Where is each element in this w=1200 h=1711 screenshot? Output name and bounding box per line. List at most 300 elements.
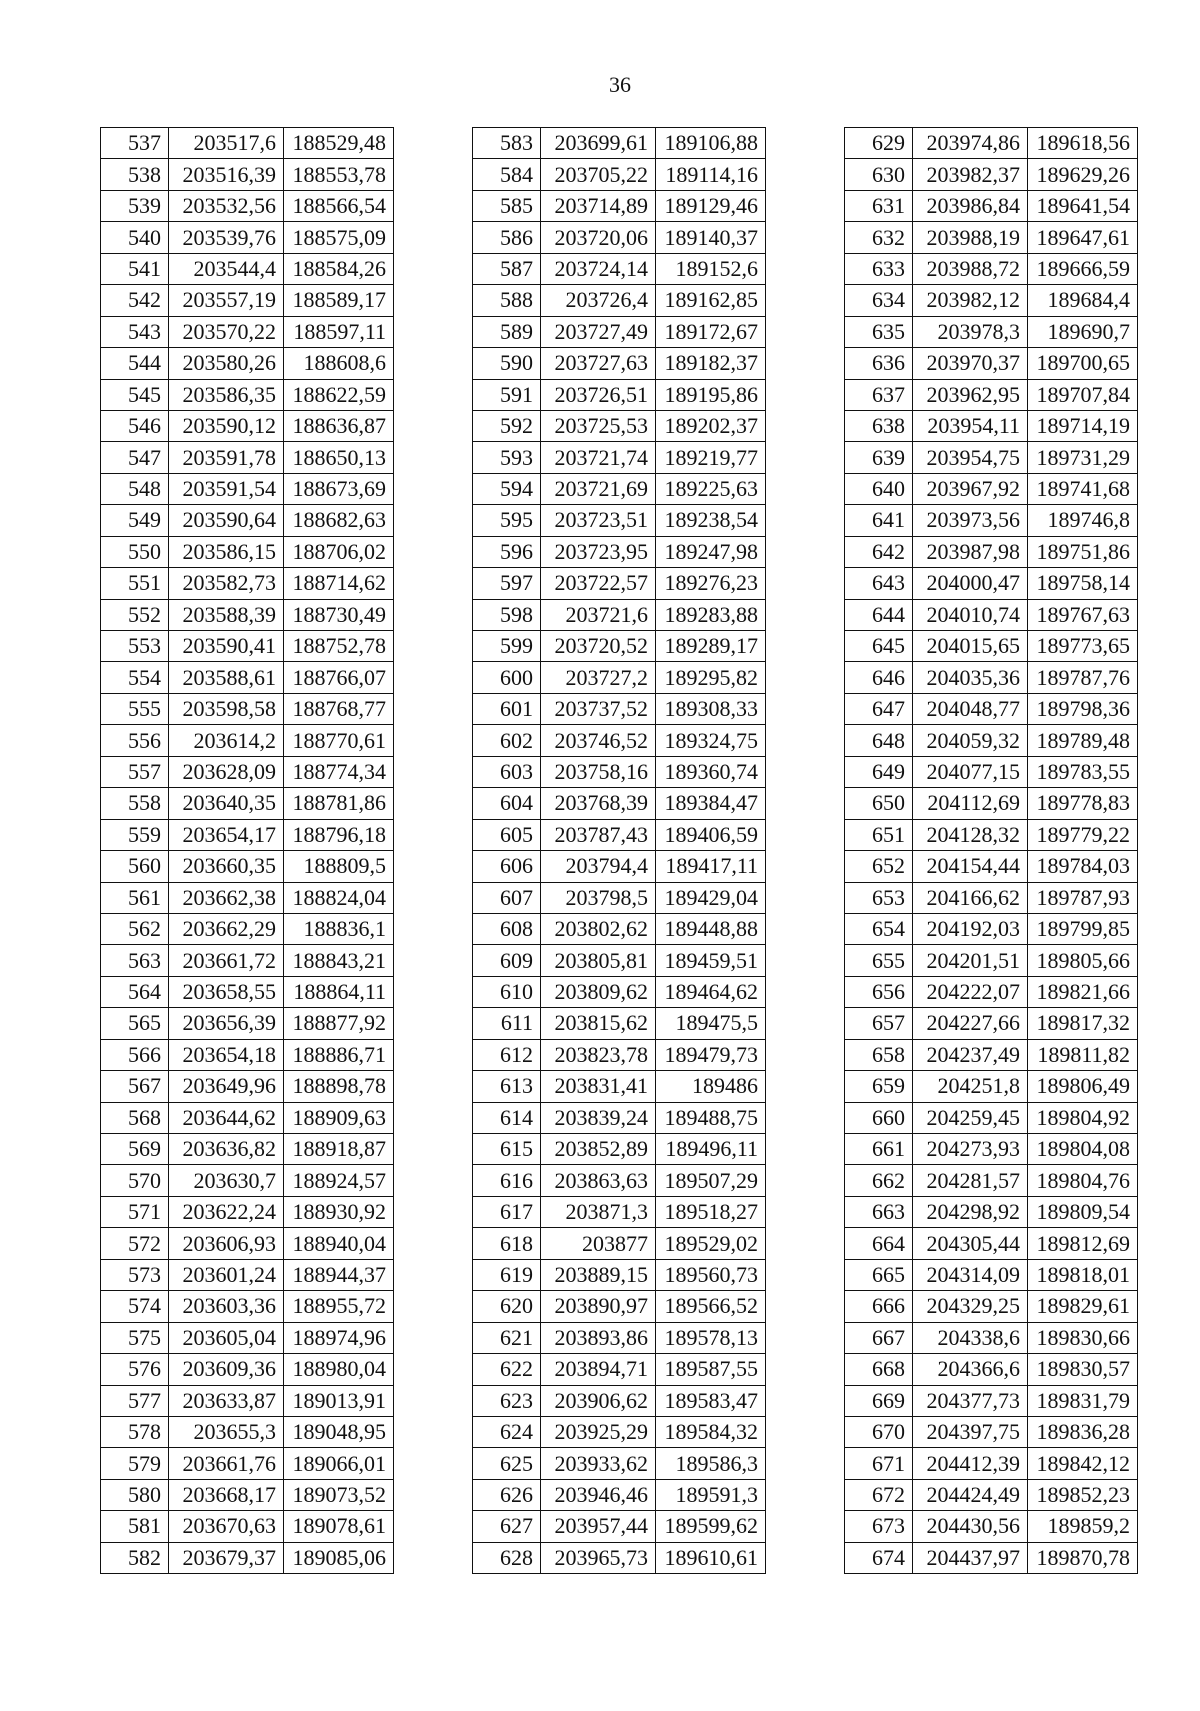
table-row	[473, 1479, 766, 1510]
table-row	[473, 1165, 766, 1196]
x-coordinate-cell: 203933,62	[541, 1448, 656, 1479]
point-number-cell: 642	[845, 536, 913, 567]
y-coordinate-cell: 189584,32	[656, 1416, 766, 1447]
y-coordinate-cell: 189578,13	[656, 1322, 766, 1353]
point-number-cell: 611	[473, 1008, 541, 1039]
point-number-cell: 582	[101, 1542, 169, 1573]
table-row	[101, 1322, 394, 1353]
point-number-cell: 593	[473, 442, 541, 473]
point-number-cell: 610	[473, 976, 541, 1007]
point-number-cell: 630	[845, 159, 913, 190]
point-number-cell: 604	[473, 788, 541, 819]
table-row	[101, 253, 394, 284]
y-coordinate-cell: 189629,26	[1028, 159, 1138, 190]
point-number-cell: 573	[101, 1259, 169, 1290]
x-coordinate-cell: 203655,3	[169, 1416, 284, 1447]
x-coordinate-cell: 203516,39	[169, 159, 284, 190]
x-coordinate-cell: 203726,51	[541, 379, 656, 410]
y-coordinate-cell: 189429,04	[656, 882, 766, 913]
x-coordinate-cell: 203986,84	[913, 190, 1028, 221]
y-coordinate-cell: 189073,52	[284, 1479, 394, 1510]
table-row	[473, 1039, 766, 1070]
x-coordinate-cell: 203877	[541, 1228, 656, 1259]
table-row	[473, 882, 766, 913]
point-number-cell: 649	[845, 756, 913, 787]
table-row	[845, 190, 1138, 221]
x-coordinate-cell: 203588,61	[169, 662, 284, 693]
y-coordinate-cell: 189829,61	[1028, 1291, 1138, 1322]
point-number-cell: 631	[845, 190, 913, 221]
x-coordinate-cell: 203633,87	[169, 1385, 284, 1416]
x-coordinate-cell: 203954,75	[913, 442, 1028, 473]
y-coordinate-cell: 188909,63	[284, 1102, 394, 1133]
table-row	[101, 851, 394, 882]
point-number-cell: 652	[845, 851, 913, 882]
table-row	[845, 756, 1138, 787]
y-coordinate-cell: 189817,32	[1028, 1008, 1138, 1039]
x-coordinate-cell: 203658,55	[169, 976, 284, 1007]
y-coordinate-cell: 189773,65	[1028, 631, 1138, 662]
table-row	[101, 1511, 394, 1542]
y-coordinate-cell: 189172,67	[656, 316, 766, 347]
table-row	[473, 725, 766, 756]
table-row	[473, 285, 766, 316]
table-row	[845, 662, 1138, 693]
table-row	[473, 505, 766, 536]
y-coordinate-cell: 189587,55	[656, 1354, 766, 1385]
y-coordinate-cell: 188770,61	[284, 725, 394, 756]
point-number-cell: 538	[101, 159, 169, 190]
table-row	[101, 631, 394, 662]
y-coordinate-cell: 189804,76	[1028, 1165, 1138, 1196]
point-number-cell: 545	[101, 379, 169, 410]
table-row	[845, 1228, 1138, 1259]
table-row	[845, 1196, 1138, 1227]
x-coordinate-cell: 203544,4	[169, 253, 284, 284]
point-number-cell: 574	[101, 1291, 169, 1322]
y-coordinate-cell: 189195,86	[656, 379, 766, 410]
y-coordinate-cell: 189182,37	[656, 348, 766, 379]
x-coordinate-cell: 203925,29	[541, 1416, 656, 1447]
x-coordinate-cell: 204437,97	[913, 1542, 1028, 1573]
y-coordinate-cell: 189831,79	[1028, 1385, 1138, 1416]
point-number-cell: 628	[473, 1542, 541, 1573]
x-coordinate-cell: 203805,81	[541, 945, 656, 976]
x-coordinate-cell: 203974,86	[913, 128, 1028, 159]
point-number-cell: 542	[101, 285, 169, 316]
table-row	[845, 379, 1138, 410]
table-row	[101, 159, 394, 190]
point-number-cell: 638	[845, 410, 913, 441]
point-number-cell: 576	[101, 1354, 169, 1385]
table-row	[473, 693, 766, 724]
point-number-cell: 655	[845, 945, 913, 976]
x-coordinate-cell: 203727,63	[541, 348, 656, 379]
table-row	[845, 1385, 1138, 1416]
table-row	[101, 1354, 394, 1385]
y-coordinate-cell: 189821,66	[1028, 976, 1138, 1007]
x-coordinate-cell: 203957,44	[541, 1511, 656, 1542]
y-coordinate-cell: 189129,46	[656, 190, 766, 221]
point-number-cell: 626	[473, 1479, 541, 1510]
table-row	[845, 1354, 1138, 1385]
x-coordinate-cell: 203580,26	[169, 348, 284, 379]
y-coordinate-cell: 189741,68	[1028, 473, 1138, 504]
point-number-cell: 672	[845, 1479, 913, 1510]
table-row	[473, 1511, 766, 1542]
table-row	[845, 1479, 1138, 1510]
point-number-cell: 563	[101, 945, 169, 976]
point-number-cell: 654	[845, 913, 913, 944]
x-coordinate-cell: 203787,43	[541, 819, 656, 850]
point-number-cell: 664	[845, 1228, 913, 1259]
point-number-cell: 665	[845, 1259, 913, 1290]
y-coordinate-cell: 189859,2	[1028, 1511, 1138, 1542]
point-number-cell: 580	[101, 1479, 169, 1510]
y-coordinate-cell: 189806,49	[1028, 1071, 1138, 1102]
x-coordinate-cell: 203727,49	[541, 316, 656, 347]
table-row	[473, 819, 766, 850]
y-coordinate-cell: 189583,47	[656, 1385, 766, 1416]
y-coordinate-cell: 189324,75	[656, 725, 766, 756]
y-coordinate-cell: 189707,84	[1028, 379, 1138, 410]
point-number-cell: 543	[101, 316, 169, 347]
x-coordinate-cell: 203661,72	[169, 945, 284, 976]
y-coordinate-cell: 189085,06	[284, 1542, 394, 1573]
table-row	[845, 1165, 1138, 1196]
table-row	[473, 410, 766, 441]
point-number-cell: 673	[845, 1511, 913, 1542]
x-coordinate-cell: 204227,66	[913, 1008, 1028, 1039]
y-coordinate-cell: 189289,17	[656, 631, 766, 662]
x-coordinate-cell: 204048,77	[913, 693, 1028, 724]
x-coordinate-cell: 203705,22	[541, 159, 656, 190]
table-row	[101, 1291, 394, 1322]
y-coordinate-cell: 188752,78	[284, 631, 394, 662]
coordinates-table-2	[472, 127, 766, 1574]
table-row	[473, 1196, 766, 1227]
x-coordinate-cell: 203609,36	[169, 1354, 284, 1385]
y-coordinate-cell: 189459,51	[656, 945, 766, 976]
point-number-cell: 569	[101, 1134, 169, 1165]
y-coordinate-cell: 188597,11	[284, 316, 394, 347]
y-coordinate-cell: 189308,33	[656, 693, 766, 724]
table-row	[473, 913, 766, 944]
table-row	[473, 599, 766, 630]
point-number-cell: 661	[845, 1134, 913, 1165]
x-coordinate-cell: 203723,95	[541, 536, 656, 567]
point-number-cell: 671	[845, 1448, 913, 1479]
y-coordinate-cell: 189799,85	[1028, 913, 1138, 944]
y-coordinate-cell: 189507,29	[656, 1165, 766, 1196]
point-number-cell: 596	[473, 536, 541, 567]
x-coordinate-cell: 203590,41	[169, 631, 284, 662]
point-number-cell: 613	[473, 1071, 541, 1102]
x-coordinate-cell: 203670,63	[169, 1511, 284, 1542]
x-coordinate-cell: 204259,45	[913, 1102, 1028, 1133]
y-coordinate-cell: 189666,59	[1028, 253, 1138, 284]
y-coordinate-cell: 189152,6	[656, 253, 766, 284]
x-coordinate-cell: 203893,86	[541, 1322, 656, 1353]
table-row	[473, 1071, 766, 1102]
x-coordinate-cell: 203557,19	[169, 285, 284, 316]
point-number-cell: 602	[473, 725, 541, 756]
table-row	[845, 851, 1138, 882]
y-coordinate-cell: 189114,16	[656, 159, 766, 190]
table-row	[473, 1228, 766, 1259]
y-coordinate-cell: 188774,34	[284, 756, 394, 787]
y-coordinate-cell: 189758,14	[1028, 568, 1138, 599]
x-coordinate-cell: 203590,12	[169, 410, 284, 441]
y-coordinate-cell: 189783,55	[1028, 756, 1138, 787]
x-coordinate-cell: 203636,82	[169, 1134, 284, 1165]
y-coordinate-cell: 188864,11	[284, 976, 394, 1007]
x-coordinate-cell: 204010,74	[913, 599, 1028, 630]
x-coordinate-cell: 204059,32	[913, 725, 1028, 756]
table-row	[845, 1448, 1138, 1479]
y-coordinate-cell: 189804,92	[1028, 1102, 1138, 1133]
y-coordinate-cell: 189488,75	[656, 1102, 766, 1133]
point-number-cell: 562	[101, 913, 169, 944]
table-row	[101, 976, 394, 1007]
point-number-cell: 566	[101, 1039, 169, 1070]
x-coordinate-cell: 204412,39	[913, 1448, 1028, 1479]
table-row	[101, 442, 394, 473]
point-number-cell: 581	[101, 1511, 169, 1542]
x-coordinate-cell: 203737,52	[541, 693, 656, 724]
x-coordinate-cell: 203539,76	[169, 222, 284, 253]
table-row	[473, 1542, 766, 1573]
point-number-cell: 645	[845, 631, 913, 662]
x-coordinate-cell: 203668,17	[169, 1479, 284, 1510]
point-number-cell: 549	[101, 505, 169, 536]
y-coordinate-cell: 189448,88	[656, 913, 766, 944]
point-number-cell: 606	[473, 851, 541, 882]
point-number-cell: 635	[845, 316, 913, 347]
x-coordinate-cell: 203644,62	[169, 1102, 284, 1133]
point-number-cell: 622	[473, 1354, 541, 1385]
point-number-cell: 560	[101, 851, 169, 882]
point-number-cell: 629	[845, 128, 913, 159]
x-coordinate-cell: 204377,73	[913, 1385, 1028, 1416]
x-coordinate-cell: 203720,52	[541, 631, 656, 662]
table-row	[845, 1102, 1138, 1133]
x-coordinate-cell: 203532,56	[169, 190, 284, 221]
y-coordinate-cell: 188944,37	[284, 1259, 394, 1290]
point-number-cell: 559	[101, 819, 169, 850]
table-row	[101, 882, 394, 913]
y-coordinate-cell: 189238,54	[656, 505, 766, 536]
y-coordinate-cell: 188877,92	[284, 1008, 394, 1039]
table-row	[101, 725, 394, 756]
table-row	[473, 756, 766, 787]
table-row	[101, 913, 394, 944]
x-coordinate-cell: 203863,63	[541, 1165, 656, 1196]
x-coordinate-cell: 203798,5	[541, 882, 656, 913]
point-number-cell: 605	[473, 819, 541, 850]
point-number-cell: 612	[473, 1039, 541, 1070]
x-coordinate-cell: 203699,61	[541, 128, 656, 159]
point-number-cell: 644	[845, 599, 913, 630]
x-coordinate-cell: 203831,41	[541, 1071, 656, 1102]
x-coordinate-cell: 203987,98	[913, 536, 1028, 567]
point-number-cell: 597	[473, 568, 541, 599]
y-coordinate-cell: 189690,7	[1028, 316, 1138, 347]
y-coordinate-cell: 189610,61	[656, 1542, 766, 1573]
table-row	[473, 631, 766, 662]
x-coordinate-cell: 203970,37	[913, 348, 1028, 379]
table-row	[845, 1039, 1138, 1070]
y-coordinate-cell: 189479,73	[656, 1039, 766, 1070]
point-number-cell: 637	[845, 379, 913, 410]
x-coordinate-cell: 203982,12	[913, 285, 1028, 316]
table-row	[473, 945, 766, 976]
point-number-cell: 625	[473, 1448, 541, 1479]
point-number-cell: 658	[845, 1039, 913, 1070]
point-number-cell: 570	[101, 1165, 169, 1196]
point-number-cell: 550	[101, 536, 169, 567]
table-row	[845, 316, 1138, 347]
x-coordinate-cell: 203654,18	[169, 1039, 284, 1070]
table-row	[101, 756, 394, 787]
table-row	[845, 536, 1138, 567]
point-number-cell: 623	[473, 1385, 541, 1416]
table-row	[101, 505, 394, 536]
y-coordinate-cell: 189247,98	[656, 536, 766, 567]
table-row	[101, 222, 394, 253]
point-number-cell: 567	[101, 1071, 169, 1102]
y-coordinate-cell: 189809,54	[1028, 1196, 1138, 1227]
table-row	[845, 913, 1138, 944]
x-coordinate-cell: 203973,56	[913, 505, 1028, 536]
table-row	[101, 473, 394, 504]
point-number-cell: 539	[101, 190, 169, 221]
y-coordinate-cell: 188824,04	[284, 882, 394, 913]
x-coordinate-cell: 204000,47	[913, 568, 1028, 599]
table-row	[845, 473, 1138, 504]
table-row	[845, 505, 1138, 536]
x-coordinate-cell: 203586,35	[169, 379, 284, 410]
x-coordinate-cell: 204314,09	[913, 1259, 1028, 1290]
x-coordinate-cell: 203656,39	[169, 1008, 284, 1039]
table-row	[101, 1542, 394, 1573]
x-coordinate-cell: 203721,74	[541, 442, 656, 473]
point-number-cell: 617	[473, 1196, 541, 1227]
x-coordinate-cell: 204251,8	[913, 1071, 1028, 1102]
point-number-cell: 643	[845, 568, 913, 599]
point-number-cell: 578	[101, 1416, 169, 1447]
table-row	[845, 788, 1138, 819]
point-number-cell: 639	[845, 442, 913, 473]
y-coordinate-cell: 189746,8	[1028, 505, 1138, 536]
x-coordinate-cell: 204329,25	[913, 1291, 1028, 1322]
table-row	[473, 536, 766, 567]
table-row	[473, 568, 766, 599]
point-number-cell: 565	[101, 1008, 169, 1039]
y-coordinate-cell: 189852,23	[1028, 1479, 1138, 1510]
y-coordinate-cell: 189140,37	[656, 222, 766, 253]
table-row	[101, 693, 394, 724]
point-number-cell: 546	[101, 410, 169, 441]
table-row	[845, 222, 1138, 253]
x-coordinate-cell: 203890,97	[541, 1291, 656, 1322]
y-coordinate-cell: 189202,37	[656, 410, 766, 441]
y-coordinate-cell: 188622,59	[284, 379, 394, 410]
point-number-cell: 632	[845, 222, 913, 253]
x-coordinate-cell: 204305,44	[913, 1228, 1028, 1259]
y-coordinate-cell: 189486	[656, 1071, 766, 1102]
point-number-cell: 537	[101, 128, 169, 159]
x-coordinate-cell: 203714,89	[541, 190, 656, 221]
x-coordinate-cell: 203967,92	[913, 473, 1028, 504]
x-coordinate-cell: 203517,6	[169, 128, 284, 159]
y-coordinate-cell: 189778,83	[1028, 788, 1138, 819]
y-coordinate-cell: 189812,69	[1028, 1228, 1138, 1259]
y-coordinate-cell: 189784,03	[1028, 851, 1138, 882]
point-number-cell: 620	[473, 1291, 541, 1322]
coordinates-table-1	[100, 127, 394, 1574]
point-number-cell: 619	[473, 1259, 541, 1290]
table-row	[473, 1354, 766, 1385]
x-coordinate-cell: 204201,51	[913, 945, 1028, 976]
table-row	[101, 128, 394, 159]
x-coordinate-cell: 203946,46	[541, 1479, 656, 1510]
x-coordinate-cell: 203601,24	[169, 1259, 284, 1290]
y-coordinate-cell: 189496,11	[656, 1134, 766, 1165]
table-row	[845, 410, 1138, 441]
point-number-cell: 553	[101, 631, 169, 662]
y-coordinate-cell: 189360,74	[656, 756, 766, 787]
point-number-cell: 634	[845, 285, 913, 316]
y-coordinate-cell: 189518,27	[656, 1196, 766, 1227]
point-number-cell: 601	[473, 693, 541, 724]
table-row	[101, 1165, 394, 1196]
x-coordinate-cell: 203823,78	[541, 1039, 656, 1070]
y-coordinate-cell: 189787,93	[1028, 882, 1138, 913]
y-coordinate-cell: 189295,82	[656, 662, 766, 693]
y-coordinate-cell: 188980,04	[284, 1354, 394, 1385]
table-row	[473, 442, 766, 473]
x-coordinate-cell: 203724,14	[541, 253, 656, 284]
point-number-cell: 627	[473, 1511, 541, 1542]
y-coordinate-cell: 189106,88	[656, 128, 766, 159]
point-number-cell: 592	[473, 410, 541, 441]
point-number-cell: 656	[845, 976, 913, 1007]
y-coordinate-cell: 188955,72	[284, 1291, 394, 1322]
table-row	[845, 882, 1138, 913]
x-coordinate-cell: 203906,62	[541, 1385, 656, 1416]
table-row	[845, 1259, 1138, 1290]
y-coordinate-cell: 188589,17	[284, 285, 394, 316]
y-coordinate-cell: 189684,4	[1028, 285, 1138, 316]
page-number: 36	[609, 72, 631, 97]
table-row	[101, 788, 394, 819]
point-number-cell: 586	[473, 222, 541, 253]
x-coordinate-cell: 203586,15	[169, 536, 284, 567]
y-coordinate-cell: 189641,54	[1028, 190, 1138, 221]
x-coordinate-cell: 203768,39	[541, 788, 656, 819]
x-coordinate-cell: 203622,24	[169, 1196, 284, 1227]
x-coordinate-cell: 203978,3	[913, 316, 1028, 347]
y-coordinate-cell: 189789,48	[1028, 725, 1138, 756]
point-number-cell: 607	[473, 882, 541, 913]
x-coordinate-cell: 203591,54	[169, 473, 284, 504]
point-number-cell: 646	[845, 662, 913, 693]
x-coordinate-cell: 203588,39	[169, 599, 284, 630]
y-coordinate-cell: 189225,63	[656, 473, 766, 504]
y-coordinate-cell: 188796,18	[284, 819, 394, 850]
table-row	[845, 945, 1138, 976]
